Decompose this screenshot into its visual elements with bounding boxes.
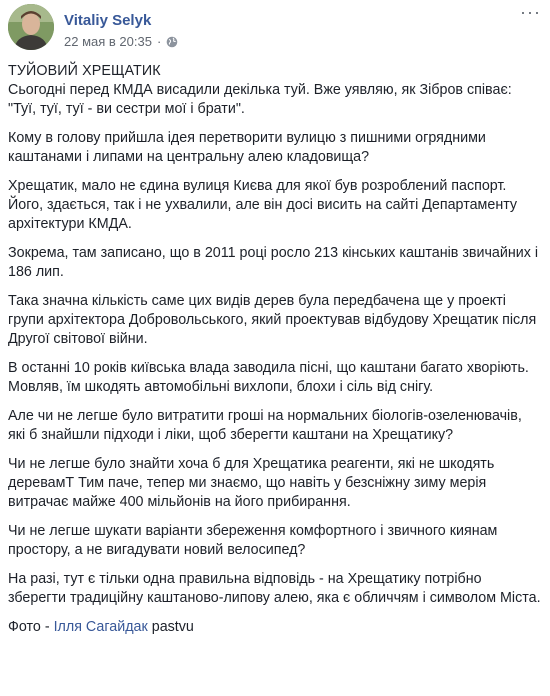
meta-separator: ·: [156, 34, 162, 49]
post-body: [8, 62, 542, 637]
paragraph: В останні 10 років київська влада заводила пісні, що каштани багато хворіють. Мовляв, їм шкодять автомобільні вихлопи, блохи і сіль від снігу.: [8, 360, 529, 395]
post-date[interactable]: 22 мая в 20:35: [64, 34, 152, 49]
globe-icon[interactable]: [166, 36, 178, 48]
paragraph: Така значна кількість саме цих видів дерев була передбачена ще у проекті групи архітектора Добровольського, який проектував відбудову Хрещатик після Другої світової війни.: [8, 293, 537, 347]
paragraph: Зокрема, там записано, що в 2011 році росло 213 кінських каштанів звичайних і 186 лип.: [8, 245, 539, 280]
author-name[interactable]: Vitaliy Selyk: [64, 12, 152, 29]
photo-author-link[interactable]: Ілля Сагайдак: [53, 619, 148, 635]
avatar[interactable]: [8, 4, 54, 50]
post-header: [8, 4, 542, 52]
post-title: ТУЙОВИЙ ХРЕЩАТИК: [8, 63, 161, 79]
paragraph: Сьогодні перед КМДА висадили декілька туй. Вже уявляю, як Зібров співає: "Туї, туї, туї - ви сестри мої і брати".: [8, 82, 512, 117]
paragraph: Чи не легше було знайти хоча б для Хрещатика реагенти, які не шкодять деревамТ Тим паче, тепер ми знаємо, що навіть у безсніжну зиму мерія витрачає майже 400 мільйонів на його прибирання.: [8, 456, 495, 510]
post-meta: [64, 34, 178, 49]
photo-credit-suffix: pastvu: [147, 619, 194, 635]
photo-credit-prefix: Фото -: [8, 619, 54, 635]
more-options-icon[interactable]: ···: [520, 2, 541, 22]
paragraph: Але чи не легше було витратити гроші на нормальних біологів-озеленювачів, які б знайшли підходи і ліки, щоб зберегти каштани на Хрещатику?: [8, 408, 522, 443]
photo-credit: [8, 618, 542, 637]
paragraph: Хрещатик, мало не єдина вулиця Києва для якої був розроблений паспорт. Його, здається, так і не ухвалили, але він досі висить на сайті Департаменту архітектури КМДА.: [8, 178, 518, 232]
paragraph: На разі, тут є тільки одна правильна відповідь - на Хрещатику потрібно зберегти традиційну каштаново-липову алею, яка є обличчям і символом Міста.: [8, 571, 541, 606]
paragraph: Чи не легше шукати варіанти збереження комфортного і звичного киянам простору, а не вигадувати новий велосипед?: [8, 523, 498, 558]
paragraph: Кому в голову прийшла ідея перетворити вулицю з пишними огрядними каштанами і липами на центральну алею кладовища?: [8, 130, 486, 165]
